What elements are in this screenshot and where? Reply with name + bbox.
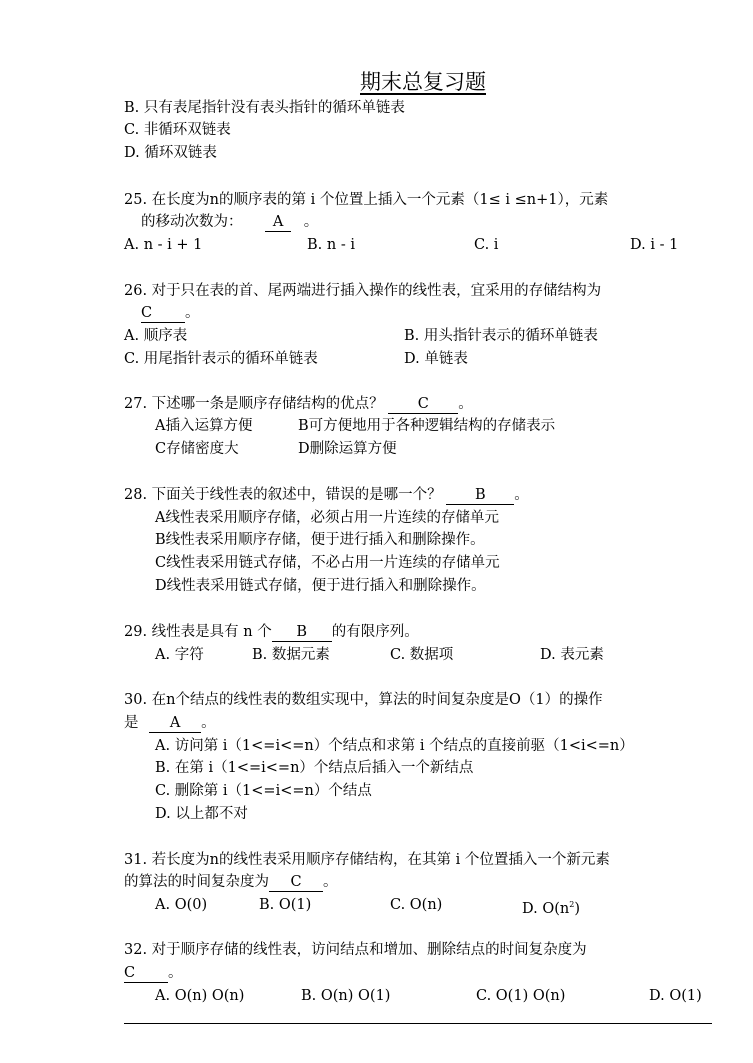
q31-option-d: [522, 895, 580, 919]
q28-answer-blank: B: [446, 487, 514, 505]
q26-stem-line1: 26. 对于只在表的首、尾两端进行插入操作的线性表，宜采用的存储结构为: [124, 283, 602, 299]
q25-option-a: A. n - i + 1: [124, 237, 203, 253]
q30-answer-blank: A: [149, 715, 201, 733]
q32-answer-blank: C: [124, 965, 168, 983]
q26-stem-line2: [141, 303, 200, 323]
q27-stem-text: 27. 下述哪一条是顺序存储结构的优点？: [124, 396, 384, 412]
q32-option-a: A. O(n) O(n): [155, 988, 245, 1004]
q29-option-c: C. 数据项: [390, 647, 454, 663]
q31-option-b: B. O(1): [259, 897, 312, 913]
q25-option-b: B. n - i: [307, 237, 355, 253]
q26-end: 。: [185, 305, 200, 321]
q29-answer-blank: B: [272, 624, 332, 642]
q32-option-c: C. O(1) O(n): [476, 988, 566, 1004]
q29-option-d: D. 表元素: [540, 647, 604, 663]
q26-answer-blank: C: [141, 305, 185, 323]
q30-option-b: B. 在第 i（1<=i<=n）个结点后插入一个新结点: [155, 760, 474, 776]
q27-option-a: A插入运算方便: [155, 418, 253, 434]
q28-stem-text: 28. 下面关于线性表的叙述中，错误的是哪一个？: [124, 487, 442, 503]
q31-stem-line1: 31. 若长度为n的线性表采用顺序存储结构，在其第 i 个位置插入一个新元素: [124, 852, 610, 868]
q26-option-d: D. 单链表: [404, 351, 468, 367]
q30-option-c: C. 删除第 i（1<=i<=n）个结点: [155, 783, 372, 799]
q32-option-d: D. O(1): [649, 988, 702, 1004]
q28-option-d: D线性表采用链式存储，便于进行插入和删除操作。: [155, 578, 486, 594]
q25-option-d: D. i - 1: [630, 237, 679, 253]
q25-answer-blank: A: [265, 214, 291, 232]
q31-option-a: A. O(0): [155, 897, 208, 913]
q28-option-c: C线性表采用链式存储，不必占用一片连续的存储单元: [155, 555, 500, 571]
q29-option-b: B. 数据元素: [252, 647, 330, 663]
q32-stem-line2: [124, 963, 183, 983]
q31-answer-blank: C: [269, 874, 323, 892]
q25-stem-line1: 25. 在长度为n的顺序表的第 i 个位置上插入一个元素（1≤ i ≤n+1），元素: [124, 192, 609, 208]
q28-option-b: B线性表采用顺序存储，便于进行插入和删除操作。: [155, 532, 485, 548]
footer-rule: [124, 1023, 712, 1024]
q25-end: 。: [303, 214, 319, 230]
q30-option-d: D. 以上都不对: [155, 806, 248, 822]
q30-stem-text: 是: [124, 715, 139, 731]
q27-stem: [124, 394, 473, 414]
q30-stem-line2: [124, 713, 216, 733]
q30-end: 。: [201, 715, 216, 731]
q30-stem-line1: 30. 在n个结点的线性表的数组实现中，算法的时间复杂度是O（1）的操作: [124, 692, 603, 708]
q28-option-a: A线性表采用顺序存储，必须占用一片连续的存储单元: [155, 510, 499, 526]
q27-option-b: B可方便地用于各种逻辑结构的存储表示: [298, 418, 556, 434]
q32-option-b: B. O(n) O(1): [301, 988, 391, 1004]
q26-option-c: C. 用尾指针表示的循环单链表: [124, 351, 318, 367]
q31-option-c: C. O(n): [390, 897, 443, 913]
q29-end: 的有限序列。: [331, 624, 419, 640]
q32-end: 。: [168, 965, 183, 981]
q27-option-d: D删除运算方便: [298, 441, 397, 457]
q31-stem-text: 的算法的时间复杂度为: [124, 874, 269, 890]
q24-option-b: B. 只有表尾指针没有表头指针的循环单链表: [124, 100, 405, 116]
q26-option-a: A. 顺序表: [124, 328, 188, 344]
q25-stem-line2: [141, 212, 318, 232]
q28-stem: [124, 485, 529, 505]
q27-end: 。: [458, 396, 473, 412]
q28-end: 。: [514, 487, 529, 503]
q31-option-d-text: D. O(n: [522, 900, 570, 917]
q31-option-d-close: ): [574, 900, 580, 917]
q30-option-a: A. 访问第 i（1<=i<=n）个结点和求第 i 个结点的直接前驱（1<i<=n）: [155, 738, 634, 754]
q29-stem: [124, 622, 419, 642]
q27-answer-blank: C: [388, 396, 458, 414]
q25-stem-text: 的移动次数为：: [141, 214, 243, 230]
q24-option-d: D. 循环双链表: [124, 145, 217, 161]
q26-option-b: B. 用头指针表示的循环单链表: [404, 328, 598, 344]
q31-end: 。: [323, 874, 338, 890]
q27-option-c: C存储密度大: [155, 441, 239, 457]
q31-stem-line2: [124, 872, 338, 892]
q31-option-d-exponent: 2: [569, 900, 575, 909]
q29-option-a: A. 字符: [155, 647, 204, 663]
page-title: 期末总复习题: [360, 70, 486, 94]
q25-option-c: C. i: [474, 237, 499, 253]
q32-stem-line1: 32. 对于顺序存储的线性表，访问结点和增加、删除结点的时间复杂度为: [124, 942, 587, 958]
q24-option-c: C. 非循环双链表: [124, 122, 231, 138]
q29-stem-text: 29. 线性表是具有 n 个: [124, 624, 272, 640]
